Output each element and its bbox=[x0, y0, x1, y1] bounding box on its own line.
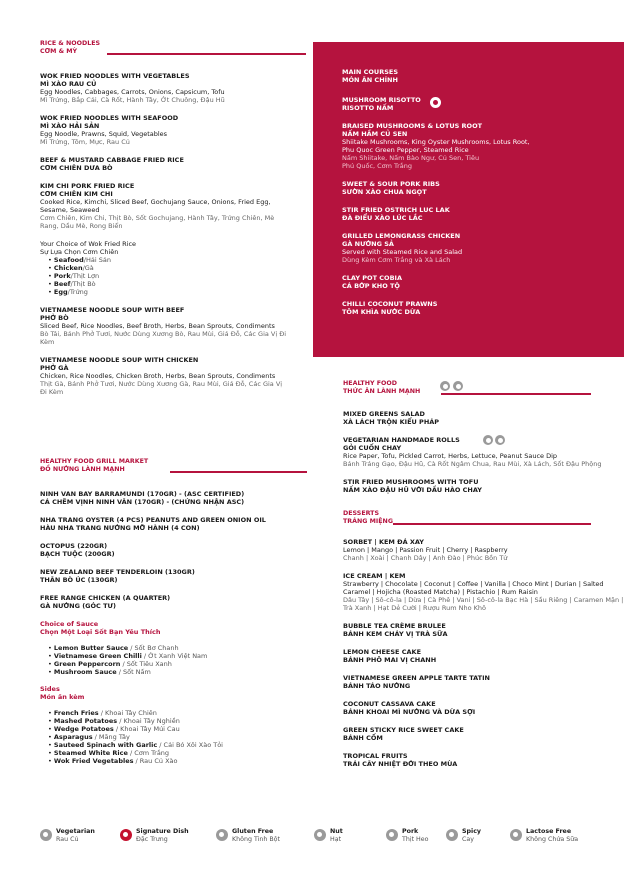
menu-item bbox=[40, 114, 290, 146]
menu-item bbox=[40, 306, 290, 346]
list-item: • French Fries / Khoai Tây Chiên bbox=[48, 709, 157, 717]
list-item: • Pork/Thịt Lợn bbox=[48, 272, 100, 280]
item-name: SORBET | KEM ĐÁ XAY bbox=[343, 538, 425, 546]
item-name-vn: PHỞ BÒ bbox=[40, 314, 69, 322]
list-item: • Mashed Potatoes / Khoai Tây Nghiền bbox=[48, 717, 180, 725]
item-name-vn: PHỞ GÀ bbox=[40, 364, 69, 372]
menu-item bbox=[343, 726, 624, 742]
list-item: • Mushroom Sauce / Sốt Nấm bbox=[48, 668, 151, 676]
sides-heading: Sides bbox=[40, 685, 60, 693]
item-description: Rice Paper, Tofu, Pickled Carrot, Herbs, Lettuce, Peanut Sauce Dip bbox=[343, 452, 558, 460]
item-name: KIM CHI PORK FRIED RICE bbox=[40, 182, 135, 190]
menu-item bbox=[342, 300, 624, 316]
legend-label: Vegetarian bbox=[56, 828, 95, 835]
menu-item bbox=[342, 180, 624, 196]
item-name-vn: CƠM CHIÊN DƯA BÒ bbox=[40, 164, 113, 172]
item-description: Sliced Beef, Rice Noodles, Beef Broth, Herbs, Bean Sprouts, Condiments bbox=[40, 322, 275, 330]
item-name-vn: TRÁI CÂY NHIỆT ĐỚI THEO MÙA bbox=[343, 760, 458, 768]
legend-label-vn: Không Chứa Sữa bbox=[526, 836, 579, 843]
item-name: ICE CREAM | KEM bbox=[343, 572, 406, 580]
item-name: VIETNAMESE GREEN APPLE TARTE TATIN bbox=[343, 674, 490, 682]
legend-label: Lactose Free bbox=[526, 828, 572, 835]
item-name-vn: CÁ CHẼM VỊNH NINH VÂN (170GR) - (CHỨNG NHẬN ASC) bbox=[40, 498, 245, 506]
item-name-vn: CÁ BỚP KHO TỘ bbox=[342, 282, 400, 290]
item-description: Served with Steamed Rice and Salad bbox=[342, 248, 463, 256]
item-name: GREEN STICKY RICE SWEET CAKE bbox=[343, 726, 464, 734]
section-title-vn: CƠM & MỲ bbox=[40, 48, 78, 55]
vegetarian-icon bbox=[483, 435, 493, 445]
menu-item bbox=[40, 490, 302, 506]
item-description-vn: Dùng Kèm Cơm Trắng và Xà Lách bbox=[342, 256, 451, 264]
item-name: COCONUT CASSAVA CAKE bbox=[343, 700, 436, 708]
sauce-heading-vn: Chọn Một Loại Sốt Bạn Yêu Thích bbox=[40, 628, 161, 636]
section-title-vn: THỨC ĂN LÀNH MẠNH bbox=[343, 388, 421, 395]
menu-item bbox=[342, 274, 624, 290]
list-item: • Vietnamese Green Chilli / Ớt Xanh Việt Nam bbox=[48, 652, 208, 660]
legend-label-vn: Cay bbox=[462, 836, 474, 843]
section-title-vn: TRÁNG MIỆNG bbox=[343, 518, 393, 525]
legend-label: Signature Dish bbox=[136, 828, 189, 835]
menu-item bbox=[40, 182, 290, 230]
legend-label-vn: Thịt Heo bbox=[402, 836, 429, 843]
item-description-vn: Chanh | Xoài | Chanh Dây | Anh Đào | Phúc Bồn Tử bbox=[343, 554, 508, 562]
right-column bbox=[343, 380, 624, 778]
section-title: DESSERTS bbox=[343, 510, 380, 517]
item-description-vn: Bánh Tráng Gạo, Đậu Hũ, Cà Rốt Ngâm Chua, Rau Mùi, Xà Lách, Sốt Đậu Phộng bbox=[343, 460, 602, 468]
vegetarian-icon bbox=[430, 97, 441, 108]
legend-label-vn: Đặc Trưng bbox=[136, 836, 168, 843]
menu-item bbox=[343, 674, 624, 690]
item-name-vn: ĐÀ ĐIỂU XÀO LÚC LẮC bbox=[342, 214, 423, 222]
section-title: RICE & NOODLES bbox=[40, 40, 101, 47]
legend-label: Spicy bbox=[462, 828, 482, 835]
vegetarian-icon bbox=[40, 829, 52, 841]
menu-item bbox=[40, 516, 302, 532]
section-title: HEALTHY FOOD GRILL MARKET bbox=[40, 458, 149, 465]
section-divider bbox=[441, 393, 591, 395]
item-name-vn: NẤM HẦM CỦ SEN bbox=[342, 130, 408, 138]
section-title: HEALTHY FOOD bbox=[343, 380, 397, 387]
item-name-vn: CƠM CHIÊN KIM CHI bbox=[40, 190, 113, 198]
item-name-vn: BÁNH TÁO NƯỚNG bbox=[343, 682, 411, 690]
item-name: NINH VAN BAY BARRAMUNDI (170GR) - (ASC CERTIFIED) bbox=[40, 490, 245, 498]
section-divider bbox=[107, 53, 306, 55]
item-name: STIR FRIED OSTRICH LUC LAK bbox=[342, 206, 450, 214]
dietary-legend bbox=[40, 826, 600, 850]
gluten-free-icon bbox=[495, 435, 505, 445]
gluten-free-icon bbox=[216, 829, 228, 841]
desserts-heading bbox=[343, 510, 624, 526]
item-name-vn: TÔM KHÌA NƯỚC DỪA bbox=[342, 308, 421, 316]
item-name: NHA TRANG OYSTER (4 PCS) PEANUTS AND GREEN ONION OIL bbox=[40, 516, 266, 524]
item-description: Lemon | Mango | Passion Fruit | Cherry | Raspberry bbox=[343, 546, 508, 554]
list-item: • Sauteed Spinach with Garlic / Cải Bó Xôi Xào Tỏi bbox=[48, 741, 223, 749]
menu-item bbox=[342, 232, 624, 264]
menu-item bbox=[343, 700, 624, 716]
item-description: Egg Noodles, Cabbages, Carrots, Onions, Capsicum, Tofu bbox=[40, 88, 225, 96]
item-name: BRAISED MUSHROOMS & LOTUS ROOT bbox=[342, 122, 483, 130]
item-description-vn: Thịt Gà, Bánh Phở Tươi, Nước Dùng Xương Gà, Rau Mùi, Giá Đỗ, Các Gia Vị Đi Kèm bbox=[40, 380, 283, 396]
menu-item bbox=[343, 478, 624, 494]
item-name-vn: THĂN BÒ ÚC (130GR) bbox=[40, 576, 118, 584]
signature-dish-icon bbox=[120, 829, 132, 841]
item-name: MIXED GREENS SALAD bbox=[343, 410, 425, 418]
menu-item bbox=[40, 594, 302, 610]
item-name-vn: BÁNH CỐM bbox=[343, 734, 383, 742]
gluten-free-icon bbox=[453, 381, 463, 391]
choice-heading: Your Choice of Wok Fried Rice bbox=[40, 240, 137, 248]
pork-icon bbox=[386, 829, 398, 841]
menu-item bbox=[342, 96, 624, 112]
item-description-vn: Dâu Tây | Sô-cô-la | Dừa | Cà Phê | Vani | Sô-cô-la Bạc Hà | Sầu Riêng | Caramen Mặn | Trà Xanh | Hạt Dẻ Cười | Rượu Rum Nho Khô bbox=[343, 596, 624, 612]
item-name: GRILLED LEMONGRASS CHICKEN bbox=[342, 232, 461, 240]
item-name: BUBBLE TEA CRÈME BRULEE bbox=[343, 622, 446, 630]
sauce-heading: Choice of Sauce bbox=[40, 620, 99, 628]
item-name-vn: GỎI CUỐN CHAY bbox=[343, 444, 402, 452]
main-courses-panel bbox=[313, 42, 624, 357]
item-description-vn: Mì Trứng, Tôm, Mực, Rau Củ bbox=[40, 138, 130, 146]
list-item: • Asparagus / Măng Tây bbox=[48, 733, 130, 741]
item-description: Shiitake Mushrooms, King Oyster Mushrooms, Lotus Root, Phu Quoc Green Pepper, Steamed Rice bbox=[342, 138, 530, 154]
item-description: Strawberry | Chocolate | Coconut | Coffee | Vanilla | Choco Mint | Durian | Salted Caramel | Hojicha (Roasted Matcha) | Pistachio | Rum Raisin bbox=[343, 580, 604, 596]
sides-block bbox=[40, 685, 302, 765]
list-item: • Egg/Trứng bbox=[48, 288, 88, 296]
item-description-vn: Bò Tái, Bánh Phở Tươi, Nước Dùng Xương Bò, Rau Mùi, Giá Đỗ, Các Gia Vị Đi Kèm bbox=[40, 330, 287, 346]
vegetarian-icon bbox=[440, 381, 450, 391]
item-description-vn: Cơm Chiên, Kim Chi, Thịt Bò, Sốt Gochujang, Hành Tây, Trứng Chiên, Mè Rang, Dầu Mè, Rong Biển bbox=[40, 214, 275, 230]
item-description-vn: Mì Trứng, Bắp Cải, Cà Rốt, Hành Tây, Ớt Chuông, Đậu Hũ bbox=[40, 96, 225, 104]
list-item: • Green Peppercorn / Sốt Tiêu Xanh bbox=[48, 660, 172, 668]
item-name-vn: XÀ LÁCH TRỘN KIỂU PHÁP bbox=[343, 418, 440, 426]
legend-label-vn: Hạt bbox=[330, 836, 342, 843]
item-name-vn: BÁNH KHOAI MÌ NƯỚNG VÀ DỪA SỢI bbox=[343, 708, 476, 716]
item-name: NEW ZEALAND BEEF TENDERLOIN (130GR) bbox=[40, 568, 195, 576]
menu-item bbox=[342, 122, 624, 170]
item-name: OCTOPUS (220GR) bbox=[40, 542, 108, 550]
legend-label: Pork bbox=[402, 828, 419, 835]
item-name: LEMON CHEESE CAKE bbox=[343, 648, 422, 656]
main-courses-heading bbox=[342, 68, 624, 84]
section-title-vn: MÓN ĂN CHÍNH bbox=[342, 76, 398, 84]
item-description: Egg Noodle, Prawns, Squid, Vegetables bbox=[40, 130, 168, 138]
menu-item bbox=[343, 622, 624, 638]
left-column bbox=[40, 40, 290, 406]
item-name: VEGETARIAN HANDMADE ROLLS bbox=[343, 436, 460, 444]
item-name-vn: SƯỜN XÀO CHUA NGỌT bbox=[342, 188, 427, 196]
section-divider bbox=[170, 471, 307, 473]
list-item: • Steamed White Rice / Cơm Trắng bbox=[48, 749, 170, 757]
list-item: • Beef/Thịt Bò bbox=[48, 280, 96, 288]
sauce-block bbox=[40, 620, 302, 676]
menu-item bbox=[343, 572, 624, 612]
item-name: WOK FRIED NOODLES WITH VEGETABLES bbox=[40, 72, 190, 80]
sides-heading-vn: Món ăn kèm bbox=[40, 693, 85, 701]
section-title-vn: ĐỒ NƯỚNG LÀNH MẠNH bbox=[40, 466, 125, 473]
choice-heading-vn: Sự Lựa Chọn Cơm Chiên bbox=[40, 248, 119, 256]
list-item: • Wedge Potatoes / Khoai Tây Múi Cau bbox=[48, 725, 180, 733]
menu-item bbox=[40, 542, 302, 558]
item-name-vn: MÌ XÀO RAU CỦ bbox=[40, 80, 97, 88]
menu-item bbox=[343, 436, 624, 468]
legend-label: Nut bbox=[330, 828, 343, 835]
item-name: VIETNAMESE NOODLE SOUP WITH CHICKEN bbox=[40, 356, 199, 364]
item-name-vn: RISOTTO NẤM bbox=[342, 104, 394, 112]
legend-label-vn: Rau Củ bbox=[56, 836, 79, 843]
item-name: SWEET & SOUR PORK RIBS bbox=[342, 180, 440, 188]
rice-choice-block bbox=[40, 240, 290, 296]
menu-item bbox=[343, 752, 624, 768]
list-item: • Seafood/Hải Sản bbox=[48, 256, 111, 264]
item-name-vn: BẠCH TUỘC (200GR) bbox=[40, 550, 115, 558]
item-description: Chicken, Rice Noodles, Chicken Broth, Herbs, Bean Sprouts, Condiments bbox=[40, 372, 276, 380]
list-item: • Wok Fried Vegetables / Rau Củ Xào bbox=[48, 757, 178, 765]
menu-item bbox=[343, 538, 624, 562]
item-name-vn: NẤM XÀO ĐẬU HŨ VỚI DẦU HÀO CHAY bbox=[343, 486, 482, 494]
item-name: BEEF & MUSTARD CABBAGE FRIED RICE bbox=[40, 156, 184, 164]
item-description: Cooked Rice, Kimchi, Sliced Beef, Gochujang Sauce, Onions, Fried Egg, Sesame, Seaweed bbox=[40, 198, 271, 214]
section-title: MAIN COURSES bbox=[342, 68, 399, 76]
item-name: CLAY POT COBIA bbox=[342, 274, 402, 282]
item-name: VIETNAMESE NOODLE SOUP WITH BEEF bbox=[40, 306, 185, 314]
item-name: STIR FRIED MUSHROOMS WITH TOFU bbox=[343, 478, 479, 486]
legend-label-vn: Không Tinh Bột bbox=[232, 836, 280, 843]
menu-item bbox=[40, 568, 302, 584]
item-description-vn: Nấm Shiitake, Nấm Bào Ngư, Củ Sen, Tiêu Phú Quốc, Cơm Trắng bbox=[342, 154, 480, 170]
item-name: CHILLI COCONUT PRAWNS bbox=[342, 300, 438, 308]
list-item: • Chicken/Gà bbox=[48, 264, 94, 272]
item-name-vn: GÀ NƯỚNG SẢ bbox=[342, 240, 394, 248]
item-name-vn: MÌ XÀO HẢI SẢN bbox=[40, 122, 100, 130]
item-name-vn: HÀU NHA TRANG NƯỚNG MỠ HÀNH (4 CON) bbox=[40, 524, 200, 532]
menu-item bbox=[40, 156, 290, 172]
nut-icon bbox=[314, 829, 326, 841]
item-name: FREE RANGE CHICKEN (A QUARTER) bbox=[40, 594, 171, 602]
item-name-vn: BÁNH KEM CHÁY VỊ TRÀ SỮA bbox=[343, 630, 448, 638]
menu-item bbox=[343, 410, 624, 426]
item-name: WOK FRIED NOODLES WITH SEAFOOD bbox=[40, 114, 179, 122]
legend-label: Gluten Free bbox=[232, 828, 274, 835]
menu-item bbox=[40, 72, 290, 104]
item-name-vn: GÀ NƯỚNG (GÓC TƯ) bbox=[40, 602, 116, 610]
section-divider bbox=[393, 523, 591, 525]
item-name: TROPICAL FRUITS bbox=[343, 752, 408, 760]
item-name: MUSHROOM RISOTTO bbox=[342, 96, 421, 104]
lactose-free-icon bbox=[510, 829, 522, 841]
menu-item bbox=[343, 648, 624, 664]
menu-item bbox=[40, 356, 290, 396]
menu-item bbox=[342, 206, 624, 222]
grill-column bbox=[40, 458, 302, 775]
list-item: • Lemon Butter Sauce / Sốt Bơ Chanh bbox=[48, 644, 179, 652]
spicy-icon bbox=[446, 829, 458, 841]
item-name-vn: BÁNH PHÔ MAI VỊ CHANH bbox=[343, 656, 437, 664]
